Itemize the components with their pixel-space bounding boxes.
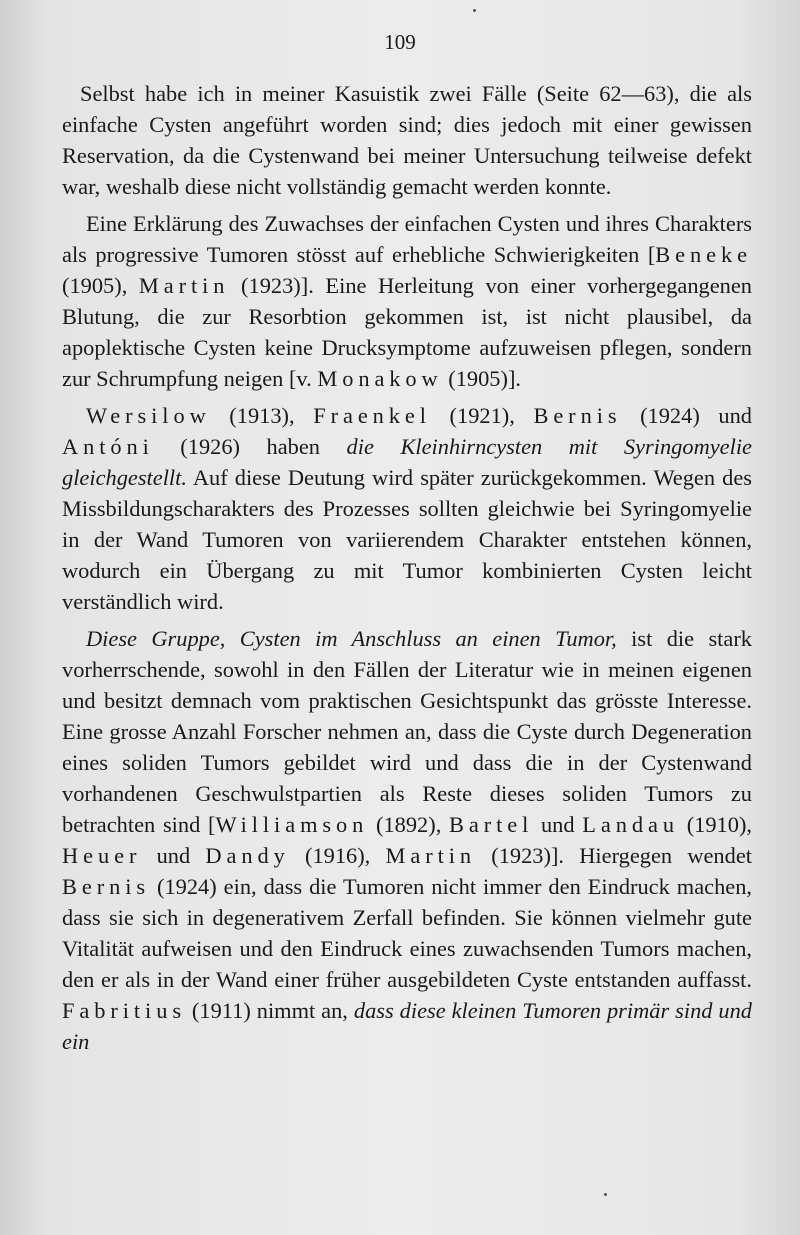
- text-run: (1924) ein, dass die Tumoren nicht immer den Eindruck machen, dass sie sich in degenerativem Zerfall befinden. Sie können vielmehr gute Vitalität aufweisen und den Eindruck eines zuwachsenden Tumors machen, den er als in der Wand einer früher ausgebildeten Cyste entstanden auffasst.: [62, 874, 752, 992]
- author-name: Bernis: [62, 874, 151, 899]
- author-name: Heuer: [62, 843, 142, 868]
- author-name: Martin: [138, 273, 230, 298]
- text-run: (1911) nimmt an,: [185, 998, 354, 1023]
- body-text: [62, 78, 752, 1063]
- paragraph: [62, 208, 752, 394]
- paragraph: [62, 623, 752, 1057]
- text-run: (1923)]. Hiergegen wendet: [476, 843, 752, 868]
- text-run: Eine Erklärung des Zuwachses der einfachen Cysten und ihres Charakters als progressive Tumoren stösst auf erhebliche Schwierigkeiten [: [62, 211, 752, 267]
- page-number: 109: [384, 30, 416, 54]
- author-name: Landau: [582, 812, 679, 837]
- italic-emphasis: dass diese kleinen Tumoren primär sind und ein: [62, 998, 752, 1054]
- text-run: (1905)].: [442, 366, 522, 391]
- author-name: Beneke: [655, 242, 752, 267]
- text-run: ist die stark vorherrschende, sowohl in den Fällen der Literatur wie in meinen eigenen und besitzt demnach vom praktischen Gesichtspunkt das grösste Interesse. Eine grosse Anzahl Forscher nehmen an, dass die Cyste durch Degeneration eines soliden Tumors gebildet wird und dass die in der Cystenwand vorhandenen Geschwulstpartien als Reste dieses soliden Tumors zu betrachten sind [: [62, 626, 752, 837]
- text-run: (1924) und: [621, 403, 752, 428]
- italic-emphasis: Diese Gruppe, Cysten im Anschluss an einen Tumor,: [86, 626, 617, 651]
- scan-speck: [604, 1193, 607, 1196]
- text-run: (1910),: [679, 812, 752, 837]
- scan-speck: [473, 9, 476, 12]
- text-run: und: [141, 843, 206, 868]
- author-name: Monakow: [317, 366, 443, 391]
- author-name: Williamson: [215, 812, 369, 837]
- text-run: (1905),: [62, 273, 139, 298]
- italic-emphasis: die Kleinhirncysten mit Syringomyelie gleichgestellt.: [62, 434, 752, 490]
- text-run: Selbst habe ich in meiner Kasuistik zwei Fälle (Seite 62—63), die als einfache Cysten angeführt worden sind; dies jedoch mit einer gewissen Reservation, da die Cystenwand bei meiner Untersuchung teilweise defekt war, weshalb diese nicht vollständig gemacht werden konnte.: [62, 81, 752, 199]
- author-name: Bartel: [449, 812, 534, 837]
- author-name: Fabritius: [62, 998, 186, 1023]
- paragraph: [62, 400, 752, 617]
- text-run: (1921),: [430, 403, 534, 428]
- text-run: (1916),: [289, 843, 386, 868]
- text-run: (1923)]. Eine Herleitung von einer vorhergegangenen Blutung, die zur Resorbtion gekommen ist, ist nicht plausibel, da apoplektische Cysten keine Drucksymptome aufzuweisen pflegen, sondern zur Schrumpfung neigen [v.: [62, 273, 753, 391]
- text-run: und: [533, 812, 583, 837]
- author-name: Fraenkel: [313, 403, 431, 428]
- author-name: Bernis: [533, 403, 622, 428]
- text-run: (1913),: [210, 403, 314, 428]
- author-name: Wersilow: [86, 403, 211, 428]
- author-name: Dandy: [205, 843, 290, 868]
- text-run: (1926) haben: [153, 434, 347, 459]
- text-run: Auf diese Deutung wird später zurückgekommen. Wegen des Missbildungscharakters des Prozesses sollten gleichwie bei Syringomyelie in der Wand Tumoren von variierendem Charakter entstehen können, wodurch ein Übergang zu mit Tumor kombinierten Cysten leicht verständlich wird.: [62, 465, 752, 614]
- author-name: Martin: [385, 843, 477, 868]
- text-run: (1892),: [368, 812, 449, 837]
- paragraph: [62, 78, 752, 202]
- author-name: Antóni: [62, 434, 154, 459]
